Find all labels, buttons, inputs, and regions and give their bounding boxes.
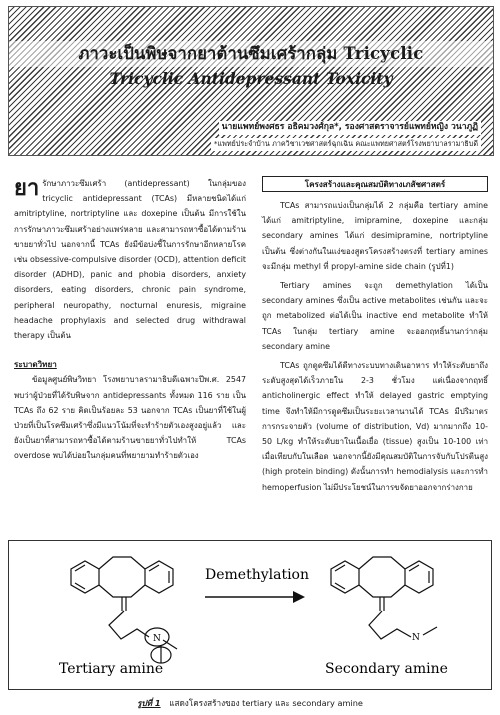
affiliation-line: *แพทย์ประจำบ้าน ภาควิชาเวชศาสตร์ฉุกเฉิน คณะแพทยศาสตร์โรงพยาบาลรามาธิบดี <box>211 138 481 151</box>
article-title-english: Tricyclic Antidepressant Toxicity <box>109 69 393 88</box>
figure-caption-text: แสดงโครงสร้างของ tertiary และ secondary amine <box>169 698 363 708</box>
left-column <box>14 176 246 464</box>
benzene-ring-left-a <box>71 561 99 593</box>
absorption-paragraph: TCAs ถูกดูดซึมได้ดีทางระบบทางเดินอาหาร ทำให้ระดับยาถึงระดับสูงสุดได้เร็วภายใน 2-3 ชั่วโมง แต่เนื่องจากฤทธิ์ anticholinergic effect ทำให้ delayed gastric emptying time จึงทำให้มีการดูดซึมเป็นระยะเวลานานได้ TCAs มีปริมาตรการกระจายตัว (volume of distribution, Vd) มากมากถึง 10-50 L/kg ทำให้ระดับยาในเนื้อเยื่อ (tissue) สูงเป็น 10-100 เท่าเมื่อเทียบกับในเลือด นอกจากนี้ยังมีคุณสมบัติในการจับกับโปรตีนสูง (high protein binding) ดังนั้นการทำ hemodialysis และการทำ hemoperfusion ไม่มีประโยชน์ในการขจัดยาออกจากร่างกาย <box>262 361 488 492</box>
tertiary-amine-label: Tertiary amine <box>59 661 164 677</box>
pharmacology-heading-box: โครงสร้างและคุณสมบัติทางเภสัชศาสตร์ <box>262 176 488 192</box>
nitrogen-label-left: N <box>153 634 161 644</box>
secondary-amine-structure <box>331 557 437 639</box>
intro-paragraph <box>14 176 246 343</box>
tertiary-amine-structure <box>71 557 177 663</box>
cycloheptane-bridge-left <box>99 557 145 569</box>
drop-cap: ยา <box>14 175 40 201</box>
article-header <box>8 6 494 156</box>
structure-paragraph: TCAs สามารถแบ่งเป็นกลุ่มได้ 2 กลุ่มคือ tertiary amine ได้แก่ amitriptyline, imipramine, doxepine และกลุ่ม secondary amines ได้แก่ desimipramine, nortriptyline เป็นต้น ซึ่งต่างกันในแง่ของสูตรโครงสร้างตรงที่ tertiary amines จะมีกลุ่ม methyl ที่ propyl-amine side chain (รูปที่1) <box>262 201 488 271</box>
demethylation-label: Demethylation <box>205 567 309 583</box>
reaction-arrowhead <box>293 591 305 603</box>
article-title-thai: ภาวะเป็นพิษจากยาต้านซึมเศร้ากลุ่ม Tricyclic <box>9 41 493 67</box>
nitrogen-label-right: N <box>412 633 420 643</box>
benzene-ring-right-a <box>331 561 359 593</box>
cycloheptane-bridge-right <box>359 557 405 569</box>
secondary-amine-label: Secondary amine <box>325 661 448 677</box>
figure-1-structures <box>8 540 492 690</box>
epidemiology-heading: ระบาดวิทยา <box>14 359 57 370</box>
figure-caption-label: รูปที่ 1 <box>137 698 161 708</box>
chemical-structure-diagram <box>9 541 491 689</box>
intro-text: รักษาภาวะซึมเศร้า (antidepressant) ในกลุ่มของ tricyclic antidepressant (TCAs) มีหลายชนิดได้แก่ amitriptyline, nortriptyline และ doxepine เป็นต้น มีการใช้ในการรักษาภาวะซึมเศร้าอย่างแพร่หลาย และสามารถหาซื้อได้ตามร้านขายยาทั่วไป นอกจากนี้ TCAs ยังมีข้อบ่งชี้ในการรักษาอีกหลายโรค เช่น obsessive-compulsive disorder (OCD), attention deficit disorder (ADHD), panic and phobia disorders, anxiety disorders, eating disorders, chronic pain syndrome, peripheral neuropathy, nocturnal enuresis, migraine headache prophylaxis and selected drug withdrawal therapy เป็นต้น <box>14 179 246 341</box>
right-column <box>262 176 488 499</box>
epidemiology-paragraph: ข้อมูลศูนย์พิษวิทยา โรงพยาบาลรามาธิบดีเฉพาะปีพ.ศ. 2547 พบว่าผู้ป่วยที่ได้รับพิษจาก antidepressants ทั้งหมด 116 ราย เป็น TCAs ถึง 62 ราย คิดเป็นร้อยละ 53 นอกจาก TCAs เป็นยาที่ใช้ในผู้ป่วยที่เป็นโรคซึมเศร้าซึ่งมีแนวโน้มที่จะทำร้ายตัวเองสูงอยู่แล้ว และยังเป็นยาที่สามารถหาซื้อได้ตามร้านขายยาทั่วไปทำให้ TCAs overdose พบได้บ่อยในกลุ่มคนที่พยายามทำร้ายตัวเอง <box>14 375 246 461</box>
author-line: นายแพทย์พงศธร อธิคมวงศ์กุล*, รองศาสตราจารย์แพทย์หญิง วนาภูฏิ <box>219 121 481 135</box>
metabolism-paragraph: Tertiary amines จะถูก demethylation ได้เป็น secondary amines ซึ่งเป็น active metabolites เช่นกัน และจะถูก metabolized ต่อได้เป็น inactive end metabolite ทำให้ TCAs ในกลุ่ม tertiary amine จะออกฤทธิ์นานกว่ากลุ่ม secondary amine <box>262 281 488 351</box>
figure-caption <box>0 697 500 710</box>
